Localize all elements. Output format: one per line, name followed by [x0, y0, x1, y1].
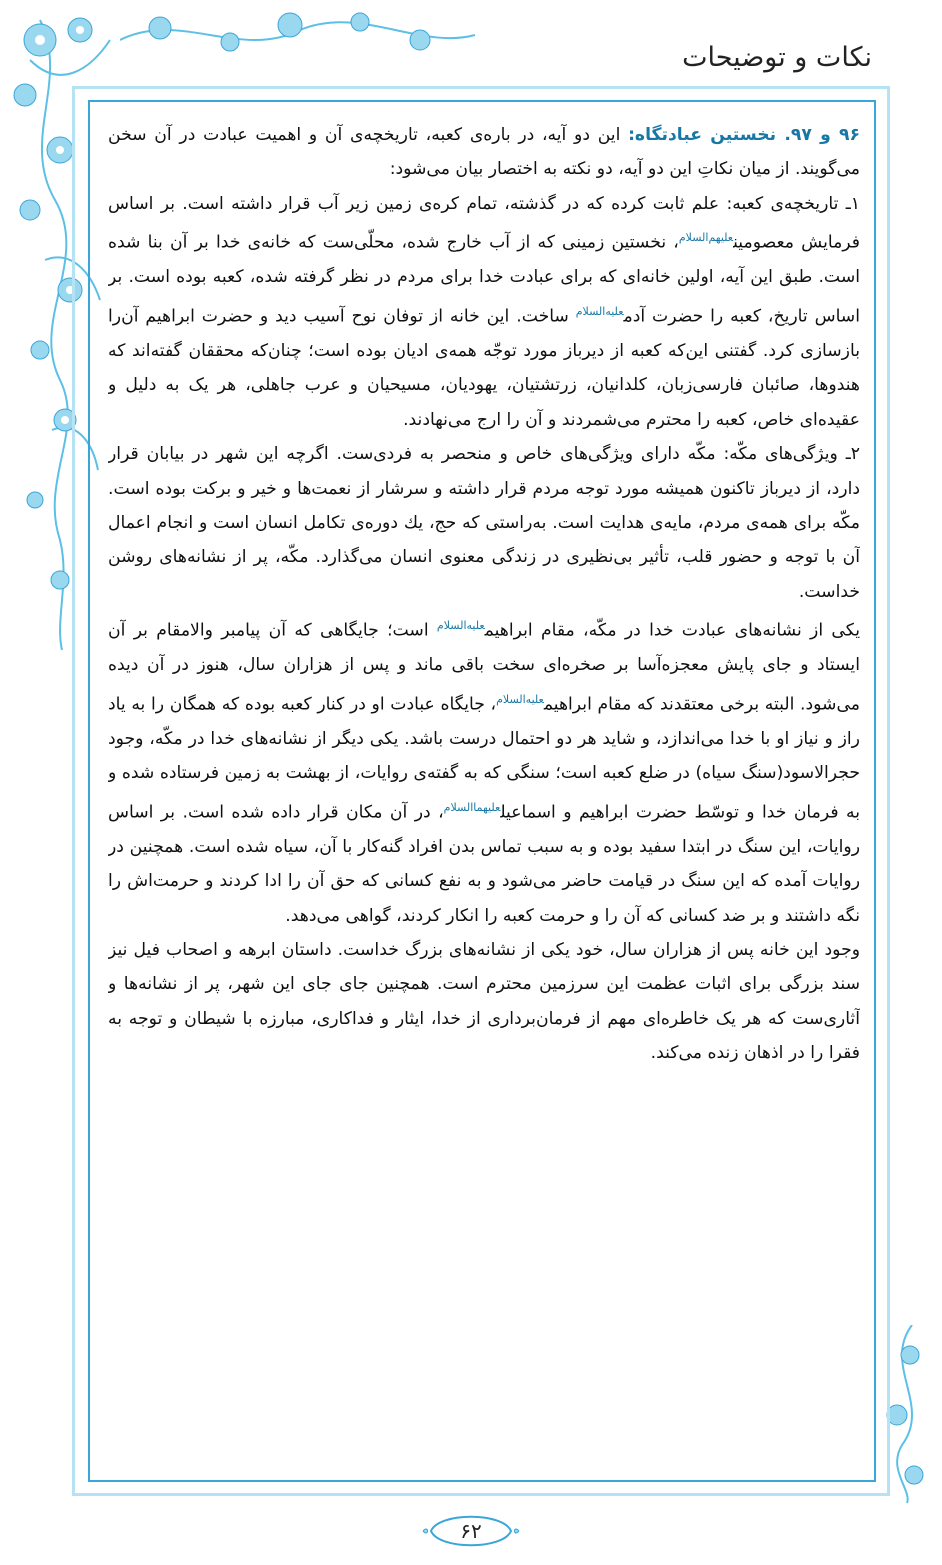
- honorific-mark: علیهماالسلام: [443, 800, 501, 814]
- honorific-mark: علیه‌السلام: [436, 619, 485, 633]
- paragraph-3: ۲ـ ویژگی‌های مکّه: مکّه دارای ویژگی‌های خاص و منحصر به فردی‌ست. اگرچه این شهر در بیابان قرار دارد، از دیرباز تاکنون همیشه مورد توجه مردم قرار داشته و سرشار از نعمت‌ها و خیر و برکت بوده است. مکّه برای همه‌ی مردم، مایه‌ی هدایت است. به‌راستی که حج، یك دوره‌ی تکامل انسان است و انجام اعمال آن با توجه و حضور قلب، تأثیر بی‌نظیری در زندگی معنوی انسان می‌گذارد. مکّه، پر از نشانه‌های روشن خداست.: [108, 444, 860, 602]
- paragraph-1: ۹۶ و ۹۷. نخستین عبادتگاه: این دو آیه، در باره‌ی کعبه، تاریخچه‌ی آن و اهمیت عبادت در آن سخن می‌گویند. از میان نکاتِ این دو آیه، دو نکته به اختصار بیان می‌شود:: [108, 125, 860, 180]
- honorific-mark: علیهم‌السلام: [678, 231, 734, 245]
- paragraph-2: ۱ـ تاریخچه‌ی کعبه: علم ثابت کرده که در گذشته، تمام کره‌ی زمین زیر آب قرار داشته است. بر اساس فرمایش معصومین$^{علیهم‌السلام}$، نخستین زمینی که از آب خارج شده، محلّی‌ست که خانه‌ی خدا بر آن بنا شده است. طبق این آیه، اولین خانه‌ای که برای عبادت خدا برای مردم در نظر گرفته شده، کعبه بوده است. بر اساس تاریخ، کعبه را حضرت آدم$^{علیه‌السلام}$ ساخت. این خانه از توفان نوح آسیب دید و حضرت ابراهیم آن‌را بازسازی کرد. گفتنی این‌که کعبه از دیرباز مورد توجّه همه‌ی ادیان بوده است؛ چنان‌که محققان گفته‌اند که هندوها، صائبان فارسی‌زبان، کلدانیان، زرتشتیان، یهودیان، مسیحیان و عرب جاهلی، هر یک به دلیل و عقیده‌ای خاص، کعبه را محترم می‌شمردند و آن را ارج می‌نهادند.: [108, 193, 860, 430]
- page-header-title: نکات و توضیحات: [682, 42, 872, 73]
- section-heading: ۹۶ و ۹۷. نخستین عبادتگاه:: [628, 125, 860, 145]
- paragraph-4: یکی از نشانه‌های عبادت خدا در مکّه، مقام ابراهیم$^{علیه‌السلام}$ است؛ جایگاهی که آن پیامبر والامقام بر آن ایستاد و جای پایش معجزه‌آسا بر صخره‌ای سخت باقی ماند و پس از هزاران سال، هنوز در آن دیده می‌شود. البته برخی معتقدند که مقام ابراهیم$^{علیه‌السلام}$، جایگاه عبادت او در کنار کعبه بوده که همگان را به یاد راز و نیاز او با خدا می‌اندازد، و شاید هر دو احتمال درست باشد. یکی دیگر از نشانه‌های خدا در مکّه، وجود حجرالاسود(سنگ سیاه) در ضلع کعبه است؛ سنگی که به گفته‌ی روایات، از بهشت به زمین فرستاده شده و به فرمان خدا و توسّط حضرت ابراهیم و اسماعیل$^{علیهماالسلام}$، در آن مکان قرار داده شده است. بر اساس روایات، این سنگ در ابتدا سفید بوده و به سبب تماس بدن افراد گنه‌کار با آن، سیاه شده است. همچنین در روایات آمده که این سنگ در قیامت حاضر می‌شود و به نفع کسانی که حق آن را ادا کردند و حرمت‌اش را نگه داشتند و بر ضد کسانی که آن را و حرمت کعبه را انکار کردند، گواهی می‌دهد.: [108, 619, 860, 926]
- commentary-body: [108, 118, 860, 1478]
- page-number-badge: [421, 1508, 521, 1554]
- honorific-mark: علیه‌السلام: [575, 304, 624, 318]
- paragraph-5: وجود این خانه پس از هزاران سال، خود یکی از نشانه‌های بزرگ خداست. داستان ابرهه و اصحاب فیل نیز سند بزرگی برای اثبات عظمت این سرزمین محترم است. همچنین جای جای این شهر، پر از نشانه‌ها و آثاری‌ست که هر یک خاطره‌ای مهم از فرمان‌برداری از خدا، ایثار و فداکاری، مبارزه با شیطان و توجه به فقرا را در اذهان زنده می‌کند.: [108, 940, 860, 1064]
- honorific-mark: علیه‌السلام: [496, 692, 544, 706]
- floral-ornament-top-icon: [120, 0, 480, 70]
- page-number: ۶۲: [460, 1519, 482, 1543]
